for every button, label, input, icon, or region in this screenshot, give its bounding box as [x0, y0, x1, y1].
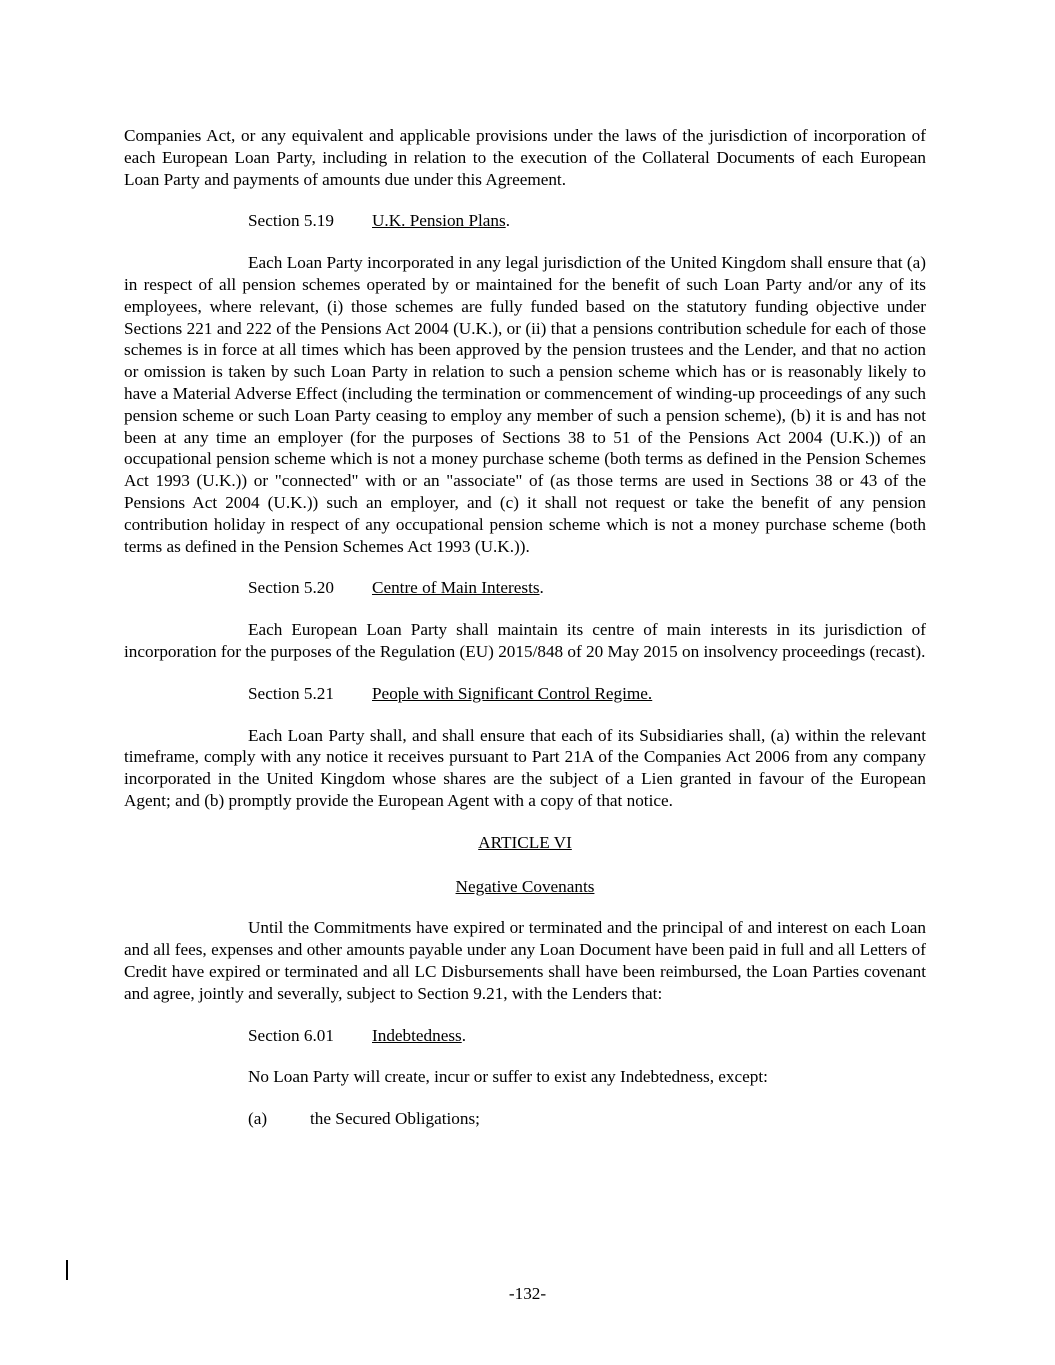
- section-title-punct: .: [461, 1025, 467, 1045]
- section-number: Section 5.19: [248, 211, 334, 231]
- list-item-text: the Secured Obligations;: [310, 1109, 480, 1129]
- section-title: U.K. Pension Plans: [372, 211, 506, 231]
- section-number: Section 5.20: [248, 578, 334, 598]
- paragraph-negative-covenants-intro: Until the Commitments have expired or terminated and the principal of and interest on each Loan and all fees, expenses and other amounts payable under any Loan Document have been paid in full and all Letters of Credit have expired or terminated and all LC Disbursements shall have been reimbursed, the Loan Parties covenant and agree, jointly and severally, subject to Section 9.21, with the Lenders that:: [124, 918, 926, 1003]
- paragraph-psc-regime: Each Loan Party shall, and shall ensure that each of its Subsidiaries shall, (a) within the relevant timeframe, comply with any notice it receives pursuant to Part 21A of the Companies Act 2006 from any company incorporated in the United Kingdom whose shares are the subject of a Lien granted in favour of the European Agent; and (b) promptly provide the European Agent with a copy of that notice.: [124, 725, 926, 810]
- section-title: People with Significant Control Regime.: [372, 683, 653, 703]
- paragraph-uk-pension-plans: Each Loan Party incorporated in any legal jurisdiction of the United Kingdom shall ensure that (a) in respect of all pension schemes operated by or maintained for the benefit of such Loan Party and/or any of its employees, where relevant, (i) those schemes are fully funded based on the statutory funding objective under Sections 221 and 222 of the Pensions Act 2004 (U.K.), or (ii) that a pensions contribution schedule for each of those schemes is in force at all times which has been approved by the pension trustees and the Lender, and that no action or omission is taken by such Loan Party in relation to such a pension scheme which has or is reasonably likely to have a Material Adverse Effect (including the termination or commencement of winding-up proceedings of any such pension scheme or such Loan Party ceasing to employ any member of such a pension scheme), (b) it is and has not been at any time an employer (for the purposes of Sections 38 to 51 of the Pensions Act 2004 (U.K.)) of an occupational pension scheme which is not a money purchase scheme (both terms as defined in the Pension Schemes Act 1993 (U.K.)) or "connected" with or an "associate" of (as those terms are used in Sections 38 or 43 of the Pensions Act 2004 (U.K.)) such an employer, and (c) it shall not request or take the benefit of any pension contribution holiday in respect of any occupational pension scheme which is not a money purchase scheme (both terms as defined in the Pension Schemes Act 1993 (U.K.)).: [124, 253, 926, 556]
- article-title-text: Negative Covenants: [455, 876, 595, 896]
- section-heading-5-20: [124, 577, 926, 599]
- section-heading-5-19: [124, 210, 926, 232]
- article-title: [124, 876, 926, 898]
- revision-bar: [66, 1260, 68, 1280]
- section-number: Section 5.21: [248, 683, 334, 703]
- page-number: -132-: [508, 1284, 547, 1303]
- section-title-punct: .: [505, 211, 510, 231]
- section-heading-5-21: [124, 683, 926, 705]
- section-title: Centre of Main Interests: [372, 578, 540, 598]
- section-heading-6-01: [124, 1025, 926, 1047]
- section-title-punct: .: [539, 578, 544, 598]
- list-item-a: [124, 1108, 926, 1130]
- paragraph-indebtedness-intro: No Loan Party will create, incur or suffer to exist any Indebtedness, except:: [248, 1067, 768, 1087]
- page-body: [124, 125, 926, 1130]
- paragraph-centre-of-main-interests: Each European Loan Party shall maintain its centre of main interests in its jurisdiction of incorporation for the purposes of the Regulation (EU) 2015/848 of 20 May 2015 on insolvency proceedings (recast).: [124, 620, 926, 661]
- section-number: Section 6.01: [248, 1025, 334, 1045]
- list-item-label: (a): [248, 1109, 268, 1129]
- article-number: [124, 832, 926, 854]
- article-number-text: ARTICLE VI: [478, 832, 572, 852]
- section-title: Indebtedness: [372, 1025, 462, 1045]
- paragraph-continuation: Companies Act, or any equivalent and applicable provisions under the laws of the jurisdiction of incorporation of each European Loan Party, including in relation to the execution of the Collateral Documents of each European Loan Party and payments of amounts due under this Agreement.: [124, 126, 926, 189]
